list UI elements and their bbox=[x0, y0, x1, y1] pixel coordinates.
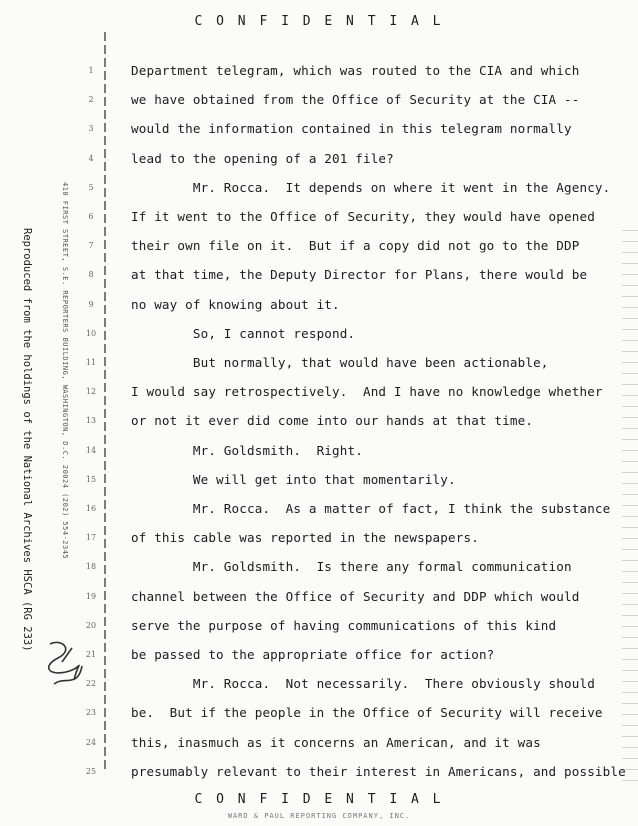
right-margin-scan-noise bbox=[622, 230, 638, 790]
transcript-line: or not it ever did come into our hands at that time. bbox=[131, 413, 534, 428]
line-number: 16 bbox=[85, 504, 97, 513]
line-number: 3 bbox=[88, 124, 94, 133]
line-number: 2 bbox=[88, 95, 94, 104]
archive-provenance-note: Reproduced from the holdings of the National Archives HSCA (RG 233) bbox=[21, 228, 33, 652]
line-number: 20 bbox=[85, 621, 97, 630]
transcript-line: this, inasmuch as it concerns an American, and it was bbox=[131, 735, 541, 750]
transcript-line: be passed to the appropriate office for action? bbox=[131, 647, 495, 662]
transcript-line: be. But if the people in the Office of Security will receive bbox=[131, 705, 603, 720]
line-number: 10 bbox=[85, 329, 97, 338]
line-number: 13 bbox=[85, 416, 97, 425]
line-number: 4 bbox=[88, 154, 94, 163]
line-number: 12 bbox=[85, 387, 97, 396]
line-number: 18 bbox=[85, 562, 97, 571]
transcript-line: If it went to the Office of Security, they would have opened bbox=[131, 209, 595, 224]
line-number: 22 bbox=[85, 679, 97, 688]
transcript-line: But normally, that would have been actionable, bbox=[131, 355, 549, 370]
line-number: 25 bbox=[85, 767, 97, 776]
line-number: 7 bbox=[88, 241, 94, 250]
line-number: 21 bbox=[85, 650, 97, 659]
transcript-line: no way of knowing about it. bbox=[131, 297, 340, 312]
transcript-line: I would say retrospectively. And I have no knowledge whether bbox=[131, 384, 603, 399]
line-number: 11 bbox=[85, 358, 97, 367]
line-number: 8 bbox=[88, 270, 94, 279]
transcript-line: Mr. Rocca. As a matter of fact, I think the substance bbox=[131, 501, 611, 516]
line-number: 9 bbox=[88, 300, 94, 309]
transcript-line: would the information contained in this telegram normally bbox=[131, 121, 572, 136]
transcript-line: Mr. Rocca. Not necessarily. There obviously should bbox=[131, 676, 595, 691]
transcript-line: their own file on it. But if a copy did not go to the DDP bbox=[131, 238, 580, 253]
transcript-line: We will get into that momentarily. bbox=[131, 472, 456, 487]
line-number: 14 bbox=[85, 446, 97, 455]
line-number: 1 bbox=[88, 66, 94, 75]
transcript-line: lead to the opening of a 201 file? bbox=[131, 151, 394, 166]
line-number: 6 bbox=[88, 212, 94, 221]
transcript-line: channel between the Office of Security and DDP which would bbox=[131, 589, 580, 604]
line-number: 23 bbox=[85, 708, 97, 717]
transcript-line: Mr. Rocca. It depends on where it went in the Agency. bbox=[131, 180, 611, 195]
transcript-line: So, I cannot respond. bbox=[131, 326, 356, 341]
transcript-line: presumably relevant to their interest in Americans, and possible bbox=[131, 764, 626, 779]
reporting-company-imprint: WARD & PAUL REPORTING COMPANY, INC. bbox=[227, 812, 411, 820]
transcript-line: serve the purpose of having communications of this kind bbox=[131, 618, 557, 633]
transcript-line: Mr. Goldsmith. Is there any formal communication bbox=[131, 559, 572, 574]
confidential-header: C O N F I D E N T I A L bbox=[194, 14, 444, 29]
line-number: 19 bbox=[85, 592, 97, 601]
line-number: 15 bbox=[85, 475, 97, 484]
line-number: 24 bbox=[85, 738, 97, 747]
reporter-address-stamp: 410 FIRST STREET, S.E. REPORTERS BUILDING, WASHINGTON, D.C. 20024 (202) 554-2345 bbox=[61, 182, 69, 560]
transcript-line: Mr. Goldsmith. Right. bbox=[131, 443, 363, 458]
line-number: 5 bbox=[88, 183, 94, 192]
transcript-line: at that time, the Deputy Director for Plans, there would be bbox=[131, 267, 588, 282]
handwritten-mark-icon bbox=[44, 636, 88, 696]
transcript-line: of this cable was reported in the newspapers. bbox=[131, 530, 479, 545]
transcript-line: Department telegram, which was routed to the CIA and which bbox=[131, 63, 580, 78]
transcript-line: we have obtained from the Office of Security at the CIA -- bbox=[131, 92, 580, 107]
line-number: 17 bbox=[85, 533, 97, 542]
confidential-footer: C O N F I D E N T I A L bbox=[194, 792, 444, 807]
margin-rule bbox=[104, 32, 106, 770]
